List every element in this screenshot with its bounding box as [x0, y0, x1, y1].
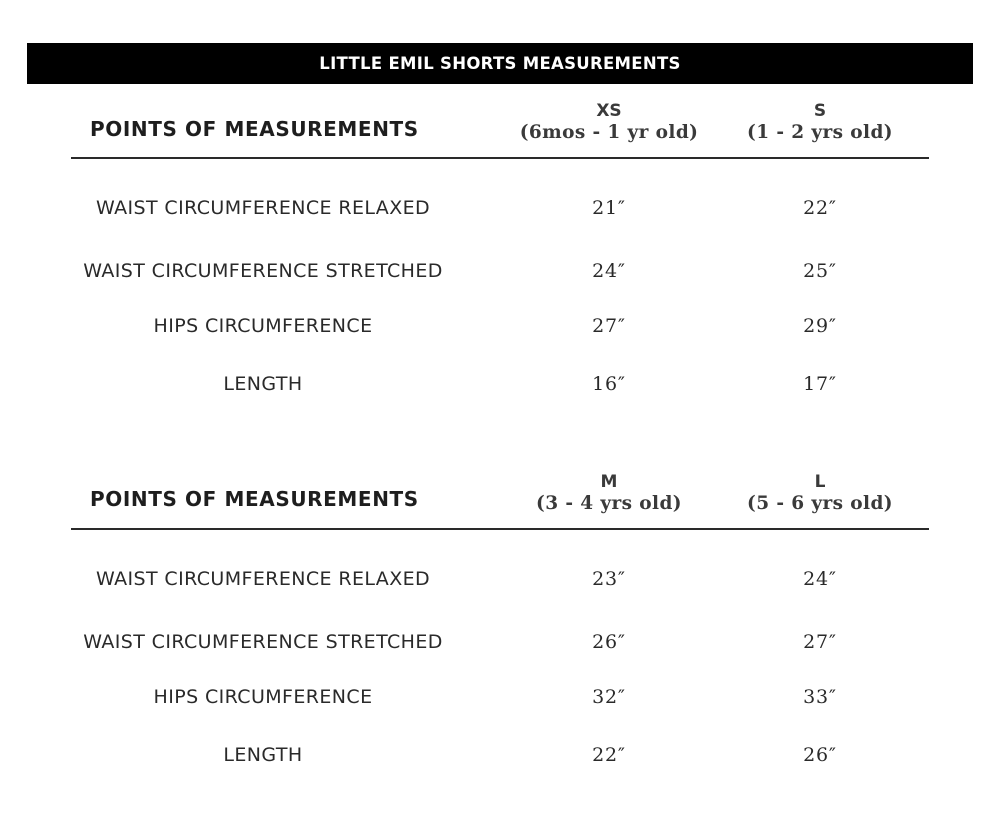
row-label: HIPS CIRCUMFERENCE — [153, 686, 373, 708]
measurement-value: 26″ — [803, 744, 837, 766]
measurement-value: 17″ — [803, 373, 837, 395]
measurement-value: 23″ — [592, 568, 626, 590]
title-banner — [27, 43, 973, 84]
row-label: WAIST CIRCUMFERENCE RELAXED — [95, 568, 431, 590]
size-column-header-s — [700, 100, 940, 144]
size-code: S — [813, 101, 827, 121]
row-label: WAIST CIRCUMFERENCE RELAXED — [95, 197, 431, 219]
row-label: HIPS CIRCUMFERENCE — [153, 315, 373, 337]
size-column-header-xs — [489, 100, 729, 144]
row-label: LENGTH — [223, 373, 303, 395]
measurement-value: 22″ — [803, 197, 837, 219]
measurement-value: 32″ — [592, 686, 626, 708]
measurement-value: 33″ — [803, 686, 837, 708]
measurement-value: 24″ — [803, 568, 837, 590]
measurement-value: 29″ — [803, 315, 837, 337]
measurement-value: 24″ — [592, 260, 626, 282]
page-title: LITTLE EMIL SHORTS MEASUREMENTS — [319, 54, 681, 73]
row-label: LENGTH — [223, 744, 303, 766]
row-label: WAIST CIRCUMFERENCE STRETCHED — [83, 631, 443, 653]
size-age-range: (3 - 4 yrs old) — [536, 493, 682, 514]
points-of-measurement-heading: POINTS OF MEASUREMENTS — [90, 117, 419, 141]
measurement-value: 21″ — [592, 197, 626, 219]
size-column-header-m — [489, 471, 729, 515]
size-code: L — [814, 472, 826, 492]
header-divider — [71, 528, 929, 530]
size-code: XS — [596, 101, 622, 121]
row-label: WAIST CIRCUMFERENCE STRETCHED — [83, 260, 443, 282]
size-code: M — [600, 472, 618, 492]
size-age-range: (1 - 2 yrs old) — [747, 122, 893, 143]
size-age-range: (6mos - 1 yr old) — [519, 122, 699, 143]
size-age-range: (5 - 6 yrs old) — [747, 493, 893, 514]
size-column-header-l — [700, 471, 940, 515]
measurement-value: 26″ — [592, 631, 626, 653]
measurement-value: 16″ — [592, 373, 626, 395]
measurement-value: 22″ — [592, 744, 626, 766]
measurement-value: 27″ — [803, 631, 837, 653]
points-of-measurement-heading: POINTS OF MEASUREMENTS — [90, 487, 419, 511]
header-divider — [71, 157, 929, 159]
measurement-value: 25″ — [803, 260, 837, 282]
measurement-value: 27″ — [592, 315, 626, 337]
